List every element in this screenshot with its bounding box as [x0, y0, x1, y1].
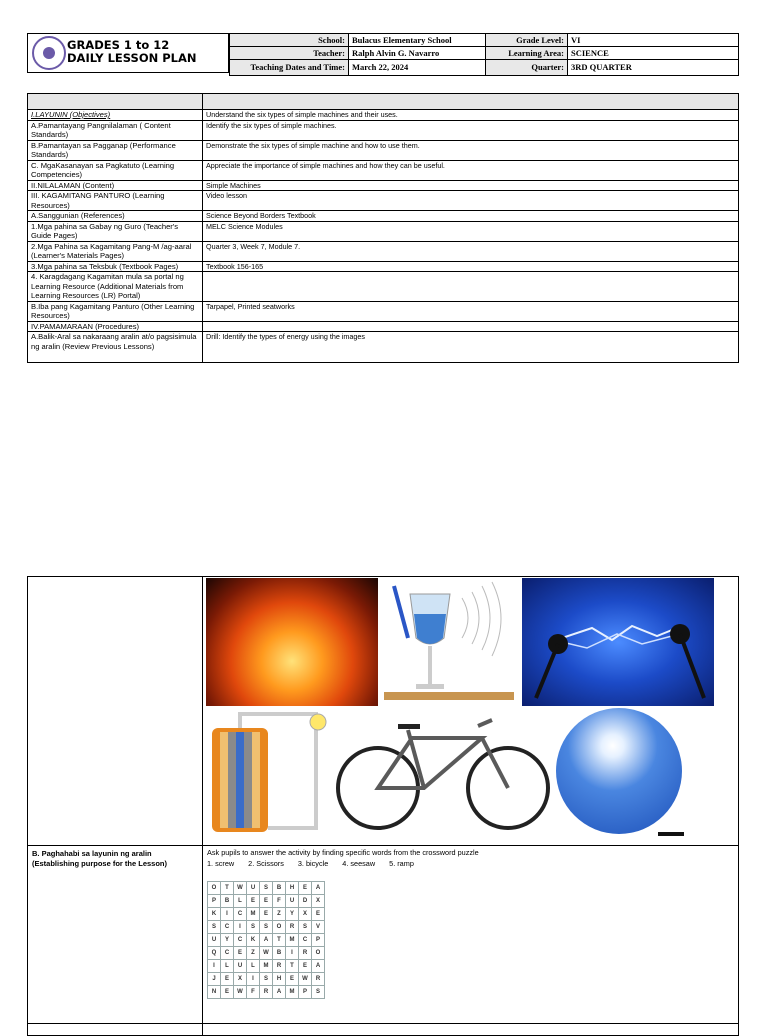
puzzle-cell[interactable]: E [299, 882, 312, 895]
table-row [28, 180, 739, 191]
row-value [203, 272, 739, 302]
puzzle-cell[interactable]: K [247, 934, 260, 947]
puzzle-cell[interactable]: U [208, 934, 221, 947]
puzzle-cell[interactable]: E [260, 908, 273, 921]
puzzle-cell[interactable]: S [260, 882, 273, 895]
puzzle-cell[interactable]: A [260, 934, 273, 947]
row-label: A.Balik-Aral sa nakaraang aralin at/o pagsisimula ng aralin (Review Previous Lessons) [28, 332, 203, 363]
section-b-task: Ask pupils to answer the activity by finding specific words from the crossword puzzle [207, 848, 479, 857]
puzzle-cell[interactable]: C [234, 908, 247, 921]
puzzle-cell[interactable]: S [247, 921, 260, 934]
puzzle-cell[interactable]: S [312, 986, 325, 999]
quarter-value: 3RD QUARTER [568, 60, 739, 76]
puzzle-cell[interactable]: F [273, 895, 286, 908]
row-value: Drill: Identify the types of energy using the images [203, 332, 739, 363]
table-row [28, 110, 739, 121]
row-label: 4. Karagdagang Kagamitan mula sa portal ng Learning Resource (Additional Materials from Learning Resources (LR) Portal) [28, 272, 203, 302]
table-row [28, 321, 739, 332]
learning-area-value: SCIENCE [568, 47, 739, 60]
table-row [28, 191, 739, 211]
deped-seal-icon [32, 36, 66, 70]
puzzle-cell[interactable]: Z [273, 908, 286, 921]
puzzle-cell[interactable]: R [312, 973, 325, 986]
puzzle-cell[interactable]: E [312, 908, 325, 921]
deped-header [27, 33, 229, 73]
puzzle-cell[interactable]: B [273, 882, 286, 895]
table-row [28, 120, 739, 140]
puzzle-cell[interactable]: M [260, 960, 273, 973]
puzzle-cell[interactable]: B [221, 895, 234, 908]
puzzle-cell[interactable]: P [312, 934, 325, 947]
grade-level-value: VI [568, 34, 739, 47]
teacher-label: Teacher: [230, 47, 349, 60]
puzzle-cell[interactable]: Z [247, 947, 260, 960]
row-value: Tarpapel, Printed seatworks [203, 301, 739, 321]
puzzle-cell[interactable]: U [247, 882, 260, 895]
row-label: I.LAYUNIN (Objectives) [28, 110, 203, 121]
puzzle-cell[interactable]: W [234, 882, 247, 895]
lesson-plan-table [27, 93, 739, 363]
row-label: C. MgaKasanayan sa Pagkatuto (Learning Competencies) [28, 160, 203, 180]
puzzle-cell[interactable]: O [312, 947, 325, 960]
puzzle-row [208, 882, 325, 895]
puzzle-cell[interactable]: L [221, 960, 234, 973]
table-head-row [28, 94, 739, 110]
plasma-electricity-image [522, 578, 714, 706]
table-row [28, 301, 739, 321]
puzzle-cell[interactable]: Q [208, 947, 221, 960]
puzzle-cell[interactable]: Y [221, 934, 234, 947]
puzzle-cell[interactable]: W [234, 986, 247, 999]
puzzle-cell[interactable]: F [247, 986, 260, 999]
puzzle-row [208, 921, 325, 934]
puzzle-cell[interactable]: H [273, 973, 286, 986]
puzzle-row [208, 895, 325, 908]
title-line-2: DAILY LESSON PLAN [67, 51, 197, 65]
row-value: Video lesson [203, 191, 739, 211]
header-info-table [229, 33, 739, 76]
puzzle-cell[interactable]: L [247, 960, 260, 973]
word-item: 3. bicycle [297, 859, 329, 868]
puzzle-cell[interactable]: R [260, 986, 273, 999]
learning-area-label: Learning Area: [486, 47, 568, 60]
row-value: Science Beyond Borders Textbook [203, 211, 739, 222]
table-row [28, 160, 739, 180]
puzzle-cell[interactable]: C [299, 934, 312, 947]
puzzle-cell[interactable]: I [208, 960, 221, 973]
puzzle-cell[interactable]: C [234, 934, 247, 947]
puzzle-cell[interactable]: X [299, 908, 312, 921]
puzzle-cell[interactable]: A [312, 882, 325, 895]
puzzle-cell[interactable]: W [299, 973, 312, 986]
dates-value: March 22, 2024 [349, 60, 486, 76]
puzzle-row [208, 960, 325, 973]
puzzle-cell[interactable]: W [260, 947, 273, 960]
puzzle-cell[interactable]: H [286, 882, 299, 895]
puzzle-cell[interactable]: E [299, 960, 312, 973]
row-label: IV.PAMAMARAAN (Procedures) [28, 321, 203, 332]
puzzle-cell[interactable]: O [273, 921, 286, 934]
dates-label: Teaching Dates and Time: [230, 60, 349, 76]
row-value: MELC Science Modules [203, 221, 739, 241]
row-value: Identify the six types of simple machines. [203, 120, 739, 140]
word-item: 4. seesaw [342, 859, 376, 868]
puzzle-cell[interactable]: T [286, 960, 299, 973]
puzzle-cell[interactable]: P [299, 986, 312, 999]
puzzle-cell[interactable]: M [286, 986, 299, 999]
teacher-value: Ralph Alvin G. Navarro [349, 47, 486, 60]
puzzle-row [208, 986, 325, 999]
puzzle-cell[interactable]: I [234, 921, 247, 934]
header-row-teacher [230, 47, 739, 60]
header-row-school [230, 34, 739, 47]
puzzle-cell[interactable]: U [286, 895, 299, 908]
grade-level-label: Grade Level: [486, 34, 568, 47]
puzzle-cell[interactable]: S [299, 921, 312, 934]
school-value: Bulacus Elementary School [349, 34, 486, 47]
puzzle-cell[interactable]: R [286, 921, 299, 934]
row-value: Textbook 156-165 [203, 261, 739, 272]
puzzle-cell[interactable]: Y [286, 908, 299, 921]
puzzle-cell[interactable]: E [286, 973, 299, 986]
table-row [28, 140, 739, 160]
header-title [67, 39, 197, 65]
puzzle-cell[interactable]: P [208, 895, 221, 908]
section-b-label: B. Paghahabi sa layunin ng aralin (Establishing purpose for the Lesson) [32, 849, 168, 868]
puzzle-cell[interactable]: I [221, 908, 234, 921]
puzzle-cell[interactable]: E [221, 973, 234, 986]
row-label: II.NILALAMAN (Content) [28, 180, 203, 191]
puzzle-cell[interactable]: M [286, 934, 299, 947]
quarter-label: Quarter: [486, 60, 568, 76]
table-row [28, 261, 739, 272]
title-line-1: GRADES 1 to 12 [67, 38, 170, 52]
puzzle-cell[interactable]: I [247, 973, 260, 986]
row-label: B.Pamantayan sa Pagganap (Performance Standards) [28, 140, 203, 160]
puzzle-cell[interactable]: A [312, 960, 325, 973]
row-value [203, 321, 739, 332]
row-value: Quarter 3, Week 7, Module 7. [203, 241, 739, 261]
puzzle-cell[interactable]: C [221, 921, 234, 934]
glass-sound-image [380, 578, 518, 706]
puzzle-cell[interactable]: E [234, 947, 247, 960]
table-row [28, 272, 739, 302]
row-label: A.Sanggunian (References) [28, 211, 203, 222]
sun-image [554, 708, 684, 836]
puzzle-cell[interactable]: N [208, 986, 221, 999]
procedures-continued [27, 576, 739, 1036]
table-row [28, 241, 739, 261]
puzzle-cell[interactable]: T [221, 882, 234, 895]
puzzle-cell[interactable]: O [208, 882, 221, 895]
puzzle-row [208, 973, 325, 986]
puzzle-cell[interactable]: E [221, 986, 234, 999]
puzzle-cell[interactable]: C [221, 947, 234, 960]
puzzle-cell[interactable]: D [299, 895, 312, 908]
puzzle-cell[interactable]: X [312, 895, 325, 908]
puzzle-cell[interactable]: R [273, 960, 286, 973]
row-label: III. KAGAMITANG PANTURO (Learning Resources) [28, 191, 203, 211]
puzzle-cell[interactable]: A [273, 986, 286, 999]
puzzle-cell[interactable]: R [299, 947, 312, 960]
row-value: Simple Machines [203, 180, 739, 191]
puzzle-cell[interactable]: L [234, 895, 247, 908]
row-label: 1.Mga pahina sa Gabay ng Guro (Teacher's Guide Pages) [28, 221, 203, 241]
puzzle-cell[interactable]: T [273, 934, 286, 947]
word-item: 5. ramp [389, 859, 414, 868]
row-label: B.Iba pang Kagamitang Panturo (Other Learning Resources) [28, 301, 203, 321]
puzzle-cell[interactable]: I [286, 947, 299, 960]
word-item: 1. screw [207, 859, 235, 868]
puzzle-cell[interactable]: V [312, 921, 325, 934]
puzzle-row [208, 908, 325, 921]
row-value: Demonstrate the six types of simple machine and how to use them. [203, 140, 739, 160]
puzzle-cell[interactable]: K [208, 908, 221, 921]
word-list [207, 859, 428, 868]
fire-image [206, 578, 378, 706]
row-value: Appreciate the importance of simple machines and how they can be useful. [203, 160, 739, 180]
header-row-dates [230, 60, 739, 76]
puzzle-cell[interactable]: M [247, 908, 260, 921]
row-label: 2.Mga Pahina sa Kagamitang Pang-M /ag-aaral (Learner's Materials Pages) [28, 241, 203, 261]
puzzle-cell[interactable]: U [234, 960, 247, 973]
puzzle-cell[interactable]: J [208, 973, 221, 986]
puzzle-row [208, 947, 325, 960]
row-label: 3.Mga pahina sa Teksbuk (Textbook Pages) [28, 261, 203, 272]
puzzle-cell[interactable]: X [234, 973, 247, 986]
row-label: A.Pamantayang Pangnilalaman ( Content Standards) [28, 120, 203, 140]
puzzle-cell[interactable]: E [260, 895, 273, 908]
table-row [28, 211, 739, 222]
puzzle-cell[interactable]: S [260, 973, 273, 986]
puzzle-row [208, 934, 325, 947]
bicycle-image [332, 708, 550, 836]
word-item: 2. Scissors [248, 859, 284, 868]
puzzle-cell[interactable]: S [260, 921, 273, 934]
word-search-puzzle [207, 881, 325, 999]
puzzle-cell[interactable]: S [208, 921, 221, 934]
table-row [28, 332, 739, 363]
school-label: School: [230, 34, 349, 47]
puzzle-cell[interactable]: E [247, 895, 260, 908]
puzzle-cell[interactable]: B [273, 947, 286, 960]
row-value: Understand the six types of simple machines and their uses. [203, 110, 739, 121]
table-row [28, 221, 739, 241]
